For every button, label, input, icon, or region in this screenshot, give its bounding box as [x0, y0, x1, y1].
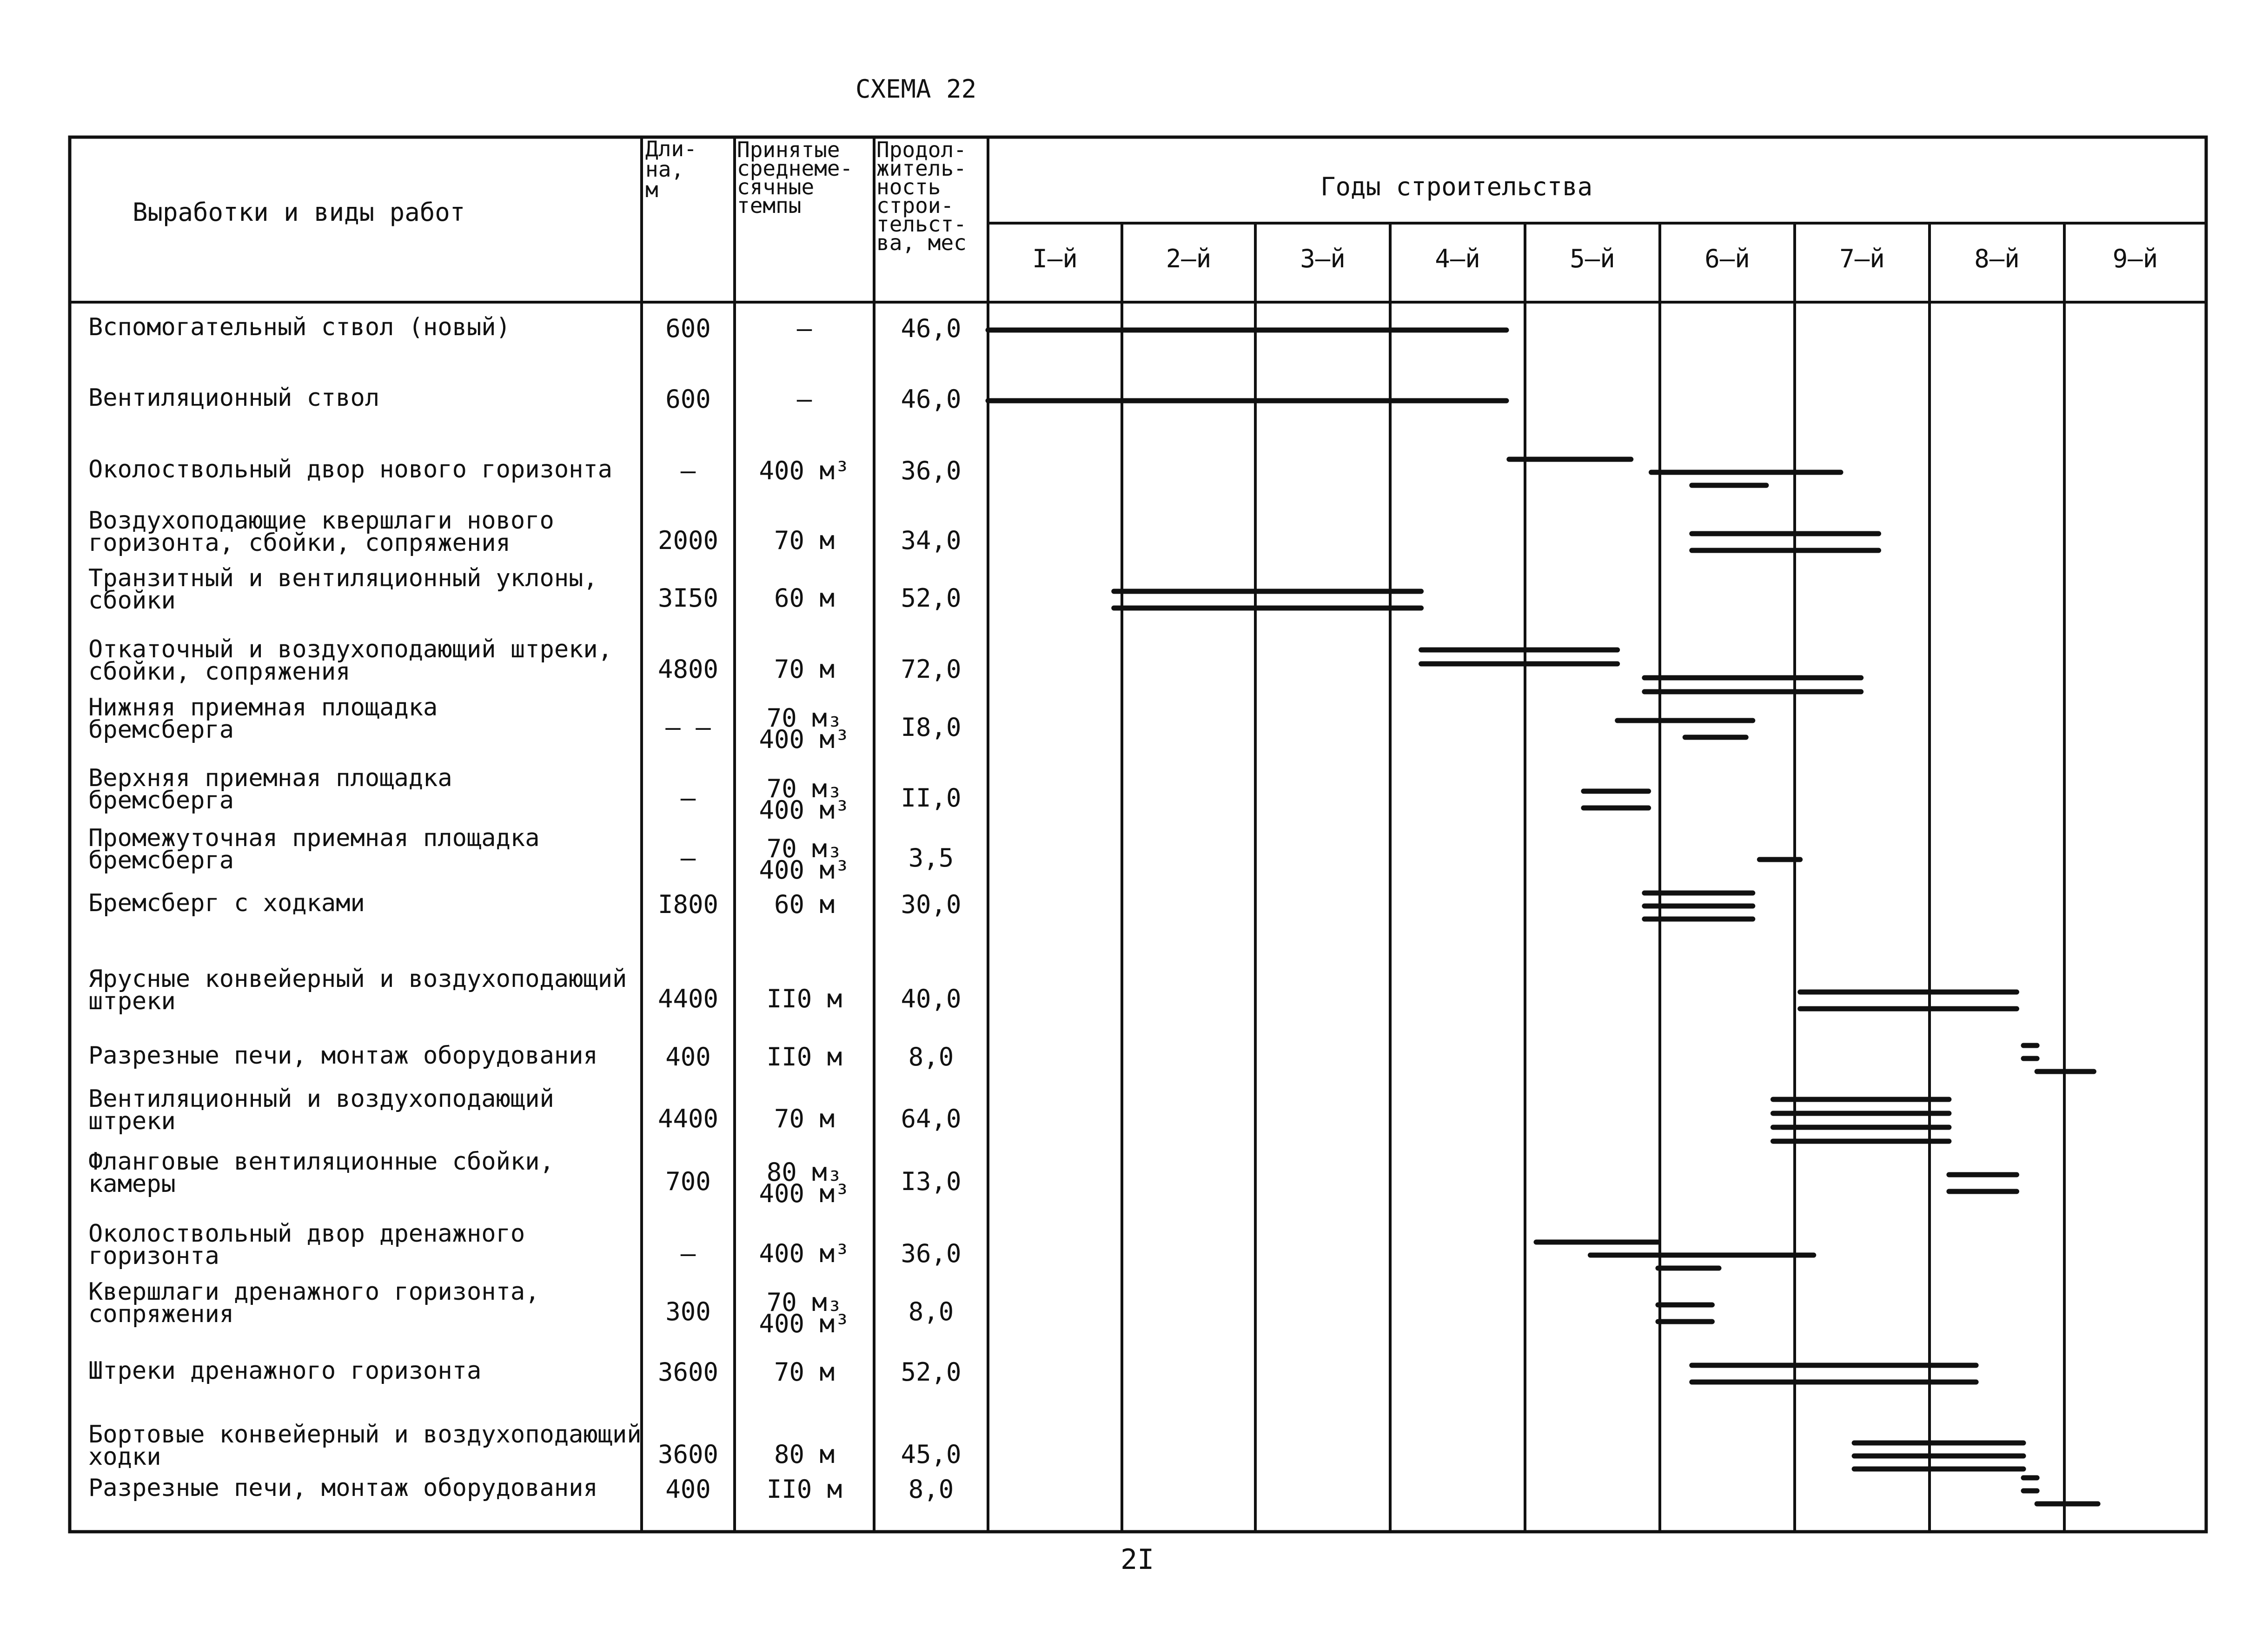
row-length: 4400: [657, 984, 719, 1013]
header-length: м: [645, 177, 658, 202]
row-name: горизонта: [88, 1242, 219, 1270]
page-number: 2I: [1121, 1543, 1154, 1576]
row-duration: 46,0: [901, 384, 962, 414]
row-duration: 45,0: [901, 1440, 962, 1469]
header-length: Дли-: [645, 136, 697, 161]
header-duration: ва, мес: [876, 230, 967, 255]
row-duration: 36,0: [901, 1239, 962, 1268]
row-rate: 400 м³: [759, 456, 850, 485]
row-length: 400: [665, 1475, 711, 1504]
row-rate: 70 м: [774, 526, 835, 555]
row-name: Разрезные печи, монтаж оборудования: [88, 1474, 598, 1502]
row-name: Вентиляционный ствол: [88, 384, 380, 412]
row-name: Квершлаги дренажного горизонта,: [88, 1278, 540, 1306]
row-name: Фланговые вентиляционные сбойки,: [88, 1148, 554, 1176]
row-rate: II0 м: [766, 984, 842, 1013]
row-duration: I8,0: [901, 713, 962, 742]
row-name: Бортовые конвейерный и воздухоподающий: [88, 1421, 642, 1449]
row-name: Транзитный и вентиляционный уклоны,: [88, 564, 598, 592]
row-name: сбойки: [88, 587, 176, 615]
row-name: ходки: [88, 1443, 161, 1471]
row-name: бремсберга: [88, 716, 234, 744]
year-label: 5–й: [1570, 244, 1615, 273]
row-name: Верхняя приемная площадка: [88, 764, 452, 792]
row-name: штреки: [88, 1107, 176, 1135]
row-rate: II0 м: [766, 1042, 842, 1072]
header-rate: среднеме-: [737, 156, 853, 181]
year-label: 4–й: [1435, 244, 1480, 273]
row-duration: 34,0: [901, 526, 962, 555]
row-duration: 46,0: [901, 314, 962, 343]
year-label: 2–й: [1166, 244, 1212, 273]
row-rate: –: [796, 314, 812, 343]
row-length: 3600: [657, 1440, 719, 1469]
row-length: I800: [657, 890, 719, 919]
row-name: сбойки, сопряжения: [88, 658, 351, 686]
header-duration: житель-: [876, 156, 967, 181]
row-name: сопряжения: [88, 1300, 234, 1328]
row-length: 700: [665, 1167, 711, 1196]
year-label: 7–й: [1839, 244, 1885, 273]
row-rate: II0 м: [766, 1475, 842, 1504]
row-name: Откаточный и воздухоподающий штреки,: [88, 635, 613, 663]
row-length: 3I50: [657, 583, 719, 613]
year-label: I–й: [1032, 244, 1078, 273]
row-length: 400: [665, 1042, 711, 1072]
row-length: 4400: [657, 1104, 719, 1133]
row-rate: 70 м₃: [766, 774, 842, 803]
row-rate: –: [796, 384, 812, 414]
row-duration: 52,0: [901, 583, 962, 613]
row-name: Бремсберг с ходками: [88, 889, 365, 917]
row-duration: 8,0: [908, 1475, 954, 1504]
row-name: камеры: [88, 1170, 176, 1198]
row-duration: 8,0: [908, 1297, 954, 1326]
row-length: –: [680, 843, 696, 873]
row-name: Нижняя приемная площадка: [88, 694, 438, 721]
row-rate: 400 м³: [759, 1179, 850, 1208]
header-years-title: Годы строительства: [1320, 172, 1593, 201]
header-rate: Принятые: [737, 137, 840, 162]
row-name: Околоствольный двор нового горизонта: [88, 456, 613, 483]
year-label: 9–й: [2112, 244, 2158, 273]
row-duration: II,0: [901, 783, 962, 813]
row-length: 2000: [657, 526, 719, 555]
scheme-title: СХЕМА 22: [855, 74, 977, 104]
row-length: 4800: [657, 655, 719, 684]
row-rate: 60 м: [774, 890, 835, 919]
year-label: 8–й: [1974, 244, 2020, 273]
header-duration: Продол-: [876, 137, 967, 162]
row-duration: 3,5: [908, 843, 954, 873]
header-works: Выработки и виды работ: [133, 198, 465, 227]
row-duration: 36,0: [901, 456, 962, 485]
row-rate: 70 м₃: [766, 1288, 842, 1317]
row-duration: 52,0: [901, 1357, 962, 1387]
row-rate: 400 м³: [759, 1239, 850, 1268]
year-label: 6–й: [1704, 244, 1750, 273]
row-duration: 8,0: [908, 1042, 954, 1072]
header-rate: сячные: [737, 174, 815, 199]
row-rate: 80 м: [774, 1440, 835, 1469]
row-length: –: [680, 456, 696, 485]
row-duration: 30,0: [901, 890, 962, 919]
header-duration: тельст-: [876, 212, 967, 237]
year-label: 3–й: [1300, 244, 1346, 273]
row-length: 600: [665, 384, 711, 414]
header-duration: ность: [876, 174, 941, 199]
row-name: штреки: [88, 987, 176, 1015]
row-length: –: [680, 783, 696, 813]
row-name: Штреки дренажного горизонта: [88, 1357, 482, 1385]
row-rate: 400 м³: [759, 1309, 850, 1338]
row-name: бремсберга: [88, 847, 234, 874]
row-rate: 70 м: [774, 1104, 835, 1133]
row-rate: 60 м: [774, 583, 835, 613]
row-rate: 70 м: [774, 1357, 835, 1387]
row-name: Промежуточная приемная площадка: [88, 824, 540, 852]
header-rate: темпы: [737, 193, 802, 218]
row-length: 3600: [657, 1357, 719, 1387]
row-duration: I3,0: [901, 1167, 962, 1196]
row-name: горизонта, сбойки, сопряжения: [88, 529, 511, 557]
row-name: Вентиляционный и воздухоподающий: [88, 1085, 554, 1113]
header-duration: строи-: [876, 193, 954, 218]
row-length: –: [680, 1239, 696, 1268]
row-rate: 400 м³: [759, 795, 850, 825]
row-name: Разрезные печи, монтаж оборудования: [88, 1042, 598, 1070]
row-rate: 400 м³: [759, 725, 850, 754]
row-rate: 70 м₃: [766, 703, 842, 733]
row-length: 300: [665, 1297, 711, 1326]
row-length: 600: [665, 314, 711, 343]
header-length: на,: [645, 157, 684, 182]
row-name: Вспомогательный ствол (новый): [88, 313, 511, 341]
row-rate: 80 м₃: [766, 1158, 842, 1187]
row-length: – –: [665, 713, 711, 742]
row-rate: 70 м: [774, 655, 835, 684]
row-name: Воздухоподающие квершлаги нового: [88, 507, 554, 535]
row-rate: 400 м³: [759, 855, 850, 885]
row-name: бремсберга: [88, 787, 234, 814]
row-duration: 40,0: [901, 984, 962, 1013]
row-duration: 72,0: [901, 655, 962, 684]
row-rate: 70 м₃: [766, 834, 842, 863]
row-name: Околоствольный двор дренажного: [88, 1220, 525, 1248]
row-duration: 64,0: [901, 1104, 962, 1133]
row-name: Ярусные конвейерный и воздухоподающий: [88, 965, 627, 993]
